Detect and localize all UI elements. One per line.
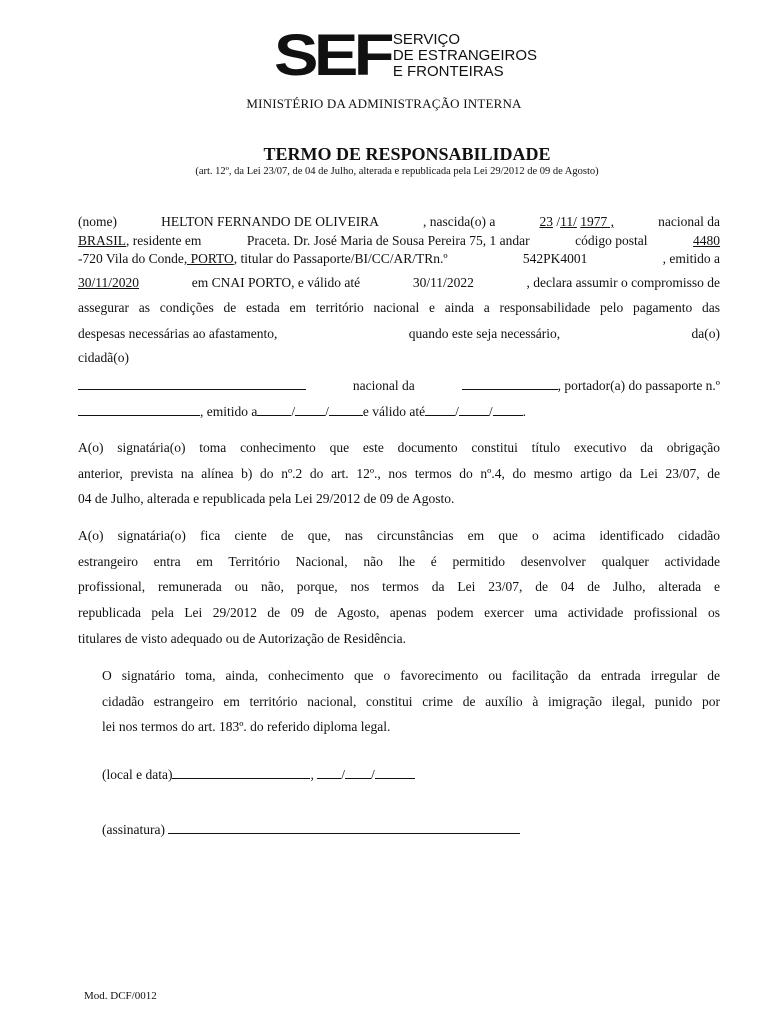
birth-year: 1977 — [580, 214, 608, 229]
form-text-line: assegurar as condições de estada em território nacional e ainda a responsabilidade pelo pagamento das — [78, 300, 720, 315]
nacional-label: nacional da — [658, 214, 720, 229]
blank-local[interactable] — [172, 766, 310, 779]
sef-logo-mark: SEF — [274, 23, 390, 88]
signature-row — [102, 821, 720, 839]
residente-label: , residente em — [126, 233, 202, 248]
paragraph-2-line-2: estrangeiro entra em Território Nacional, não lhe é permitido desenvolver qualquer actividade — [78, 554, 720, 569]
local-data-label: (local e data) — [102, 767, 173, 782]
form-line-9: , emitido a / / e válido até / / . — [78, 403, 720, 421]
postal-code-part1: 4480 — [693, 233, 720, 248]
titular-label: , titular do Passaporte/BI/CC/AR/TRn.º — [233, 251, 448, 266]
paragraph-2-line-3: profissional, remunerada ou não, porque, nos termos da Lei 23/07, de 04 de Julho, alterada e — [78, 579, 720, 594]
emitido-a-label: , emitido a — [200, 404, 258, 419]
paragraph-3-line-1: O signatário toma, ainda, conhecimento que o favorecimento ou facilitação da entrada irregular de — [102, 668, 720, 683]
quando-text: quando este seja necessário, — [408, 326, 561, 341]
blank-issue-month[interactable] — [295, 403, 325, 416]
document-number: 542PK4001 — [522, 251, 588, 266]
paragraph-2-line-1: A(o) signatária(o) fica ciente de que, nas circunstâncias em que o acima identificado cidadão — [78, 528, 720, 543]
form-line-4 — [78, 275, 720, 293]
valid-until: 30/11/2022 — [412, 275, 474, 290]
blank-passport-number[interactable] — [78, 403, 200, 416]
birth-day: 23 — [539, 214, 553, 229]
sef-logo-text — [393, 32, 537, 80]
form-line-7 — [78, 350, 720, 368]
city-prefix: Vila do Conde — [105, 251, 184, 266]
paragraph-3-line-3: lei nos termos do art. 183º. do referido diploma legal. — [102, 719, 391, 734]
declara-text: , declara assumir o compromisso de — [526, 275, 720, 290]
logo-line-2: DE ESTRANGEIROS — [392, 47, 538, 64]
paragraph-1-line-1: A(o) signatária(o) toma conhecimento que este documento constitui título executivo da obrigação — [78, 440, 720, 455]
address-value: Praceta. Dr. José Maria de Sousa Pereira 75, 1 andar — [246, 233, 530, 248]
nascido-label: , nascida(o) a — [423, 214, 496, 229]
blank-valid-month[interactable] — [459, 403, 489, 416]
form-line-3: -720 Vila do Conde, PORTO, titular do Passaporte/BI/CC/AR/TRn.º 542PK4001 , emitido a — [78, 251, 720, 266]
paragraph-1-line-3: 04 de Julho, alterada e republicada pela Lei 29/2012 de 09 de Agosto. — [78, 491, 455, 506]
birth-date: 23 /11/ 1977 , — [539, 214, 615, 229]
blank-sign-year[interactable] — [375, 766, 415, 779]
name-label: (nome) — [78, 214, 117, 229]
logo-line-1: SERVIÇO — [392, 31, 461, 48]
assinatura-label: (assinatura) — [102, 822, 165, 837]
paragraph-2-line-4: republicada pela Lei 29/2012 de 09 de Agosto, apenas podem exercer uma actividade profissional os — [78, 605, 720, 620]
birth-month: 11 — [560, 214, 574, 229]
emitido-label: , emitido a — [662, 251, 720, 266]
issuer-text: em CNAI PORTO, e válido até — [191, 275, 361, 290]
logo-line-3: E FRONTEIRAS — [392, 63, 504, 80]
form-model-code: Mod. DCF/0012 — [84, 990, 157, 1002]
cidadao-label: cidadã(o) — [78, 350, 129, 365]
sef-logo — [274, 23, 538, 88]
blank-issue-year[interactable] — [329, 403, 363, 416]
postal-code-part2: -720 — [78, 251, 103, 266]
blank-valid-year[interactable] — [493, 403, 523, 416]
despesas-text: despesas necessárias ao afastamento, — [78, 326, 278, 341]
document-subtitle: (art. 12º, da Lei 23/07, de 04 de Julho, alterada e republicada pela Lei 29/2012 de 09 de Agosto) — [195, 166, 599, 177]
nacional-da-label: nacional da — [352, 378, 415, 393]
paragraph-2-line-5: titulares de visto adequado ou de Autorização de Residência. — [78, 631, 407, 646]
blank-valid-day[interactable] — [425, 403, 455, 416]
form-line-8 — [78, 377, 720, 395]
paragraph-3-line-2: cidadão estrangeiro em território nacional, constitui crime de auxílio à imigração ilegal, punido por — [102, 694, 720, 709]
form-line-2 — [78, 233, 720, 251]
document-title: TERMO DE RESPONSABILIDADE — [263, 144, 551, 164]
ministry-heading: MINISTÉRIO DA ADMINISTRAÇÃO INTERNA — [246, 96, 522, 111]
da-o-text: da(o) — [691, 326, 720, 341]
blank-citizen-name[interactable] — [78, 377, 306, 390]
portador-label: , portador(a) do passaporte n.º — [557, 378, 720, 393]
blank-sign-day[interactable] — [317, 766, 341, 779]
city-value: PORTO — [190, 251, 234, 266]
valido-label: e válido até — [362, 404, 426, 419]
form-line-1 — [78, 214, 720, 232]
blank-signature[interactable] — [168, 821, 520, 834]
blank-sign-month[interactable] — [345, 766, 371, 779]
issue-date: 30/11/2020 — [78, 275, 140, 290]
paragraph-1-line-2: anterior, prevista na alínea b) do nº.2 do art. 12º., nos termos do nº.4, do mesmo artigo da Lei 23/07, de — [78, 466, 720, 481]
form-line-6 — [78, 326, 720, 344]
blank-nationality[interactable] — [462, 377, 558, 390]
nationality-value: BRASIL — [78, 233, 127, 248]
blank-issue-day[interactable] — [257, 403, 291, 416]
local-date-row: (local e data) , / / — [102, 766, 720, 784]
form-line-5 — [78, 300, 720, 318]
postal-label: código postal — [575, 233, 648, 248]
name-value: HELTON FERNANDO DE OLIVEIRA — [161, 214, 379, 229]
